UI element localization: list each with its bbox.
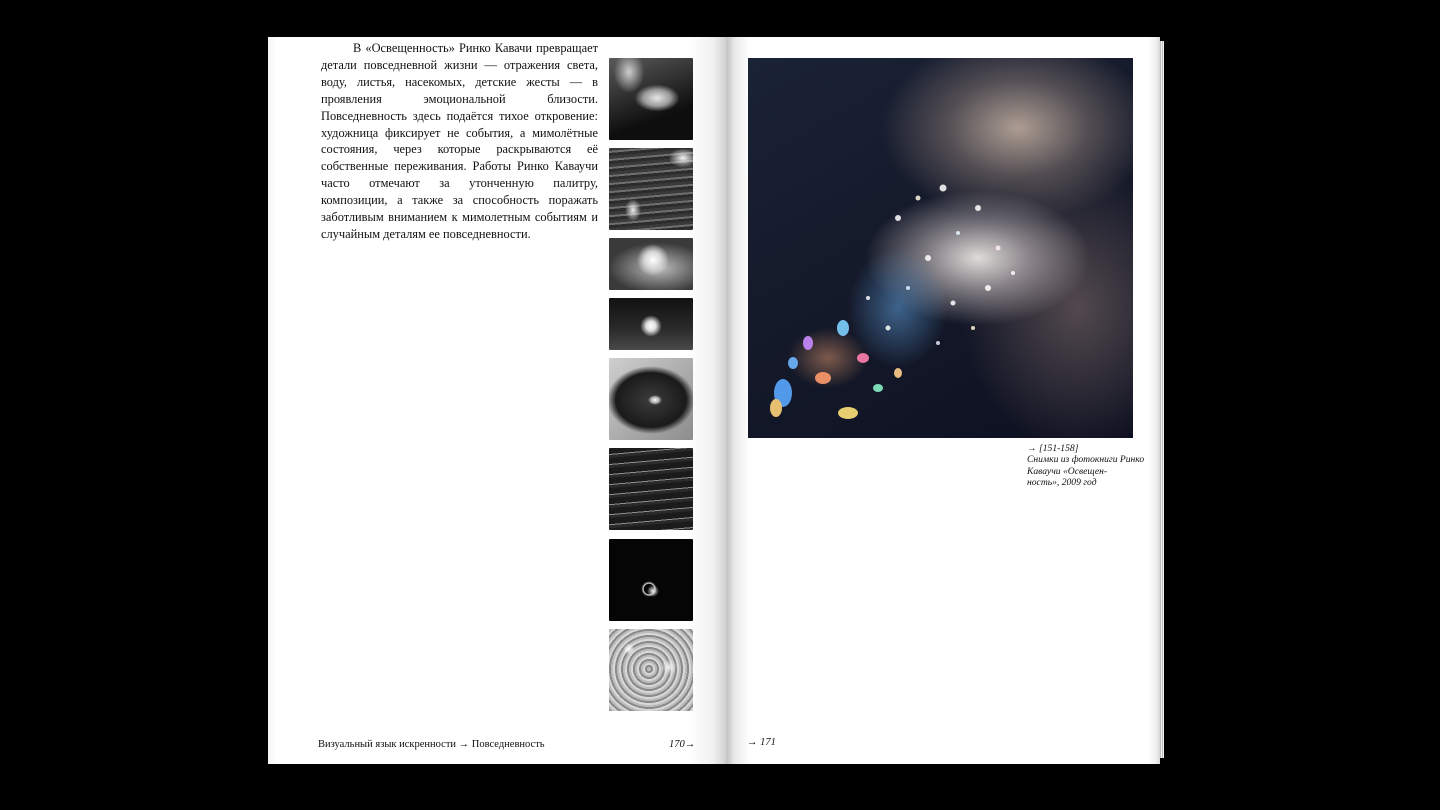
left-page	[268, 37, 728, 764]
page-number-left: 170→	[669, 739, 696, 750]
running-footer: Визуальный язык искренности → Повседневность	[318, 739, 545, 750]
page-edge	[1160, 41, 1164, 758]
thumbnail-photo-blossoms	[609, 629, 693, 711]
thumbnail-photo-eclipse	[609, 539, 693, 621]
thumbnail-photo-stairs	[609, 448, 693, 530]
thumbnail-photo-leaf-droplet	[609, 358, 693, 440]
page-number-right: → 171	[747, 737, 776, 748]
sparkle-overlay	[748, 58, 1133, 438]
main-photo-light-sparkles	[748, 58, 1133, 438]
caption-line: ность», 2009 год	[1027, 477, 1097, 489]
thumbnail-photo-light-tunnel	[609, 298, 693, 350]
thumbnail-photo-water-splash	[609, 58, 693, 140]
book-spread	[268, 37, 1160, 764]
thumbnail-photo-water-birds	[609, 148, 693, 230]
body-paragraph: В «Освещенность» Ринко Кавачи превращает детали повседневной жизни — отражения света, воду, листья, насекомых, детские жесты — в проявления эмоциональной близости. Повседневность здесь подаётся тихое откровение: художница фиксирует не события, а мимолётные состояния, через которые раскрываются её собственные переживания. Работы Ринко Каваучи часто отмечают за утонченную палитру, композиции, а также за способность поражать заботливым вниманием к мимолетным событиям и случайным деталям ее повседневности.	[321, 41, 598, 241]
caption-line: Снимки из фотокниги Ринко	[1027, 454, 1145, 466]
caption-line: → [151-158]	[1027, 443, 1079, 454]
photo-caption	[1027, 443, 1145, 489]
right-page	[728, 37, 1160, 764]
thumbnail-photo-flower-silhouette	[609, 238, 693, 290]
caption-line: Каваучи «Освещен-	[1027, 465, 1108, 477]
